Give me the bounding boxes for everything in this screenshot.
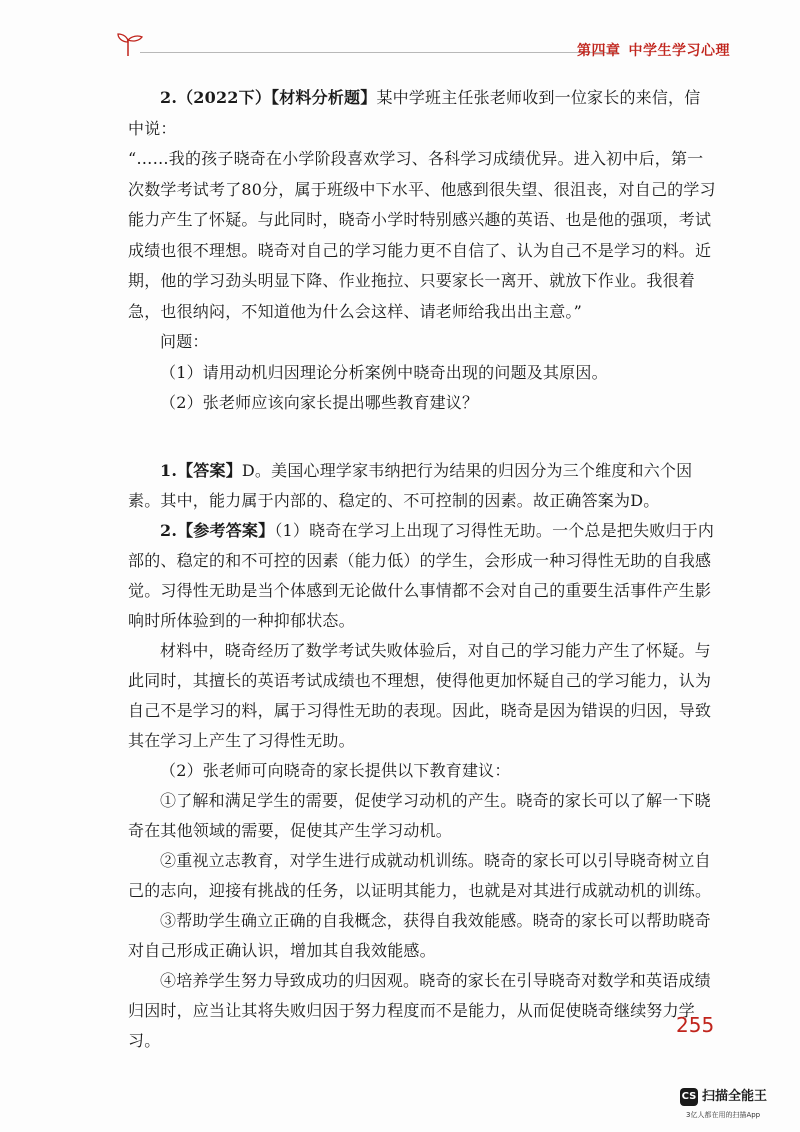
suggestion-1: ①了解和满足学生的需要，促使学习动机的产生。晓奇的家长可以了解一下晓奇在其他领域的需要，促使其产生学习动机。 — [128, 791, 711, 840]
answer-1-label: 1.【答案】 — [160, 461, 242, 480]
chapter-title: 中学生学习心理 — [628, 43, 730, 59]
chapter-number: 第四章 — [577, 43, 621, 59]
letter-text: “……我的孩子晓奇在小学阶段喜欢学习、各科学习成绩优异。进入初中后，第一次数学考试考了80分，属于班级中下水平、他感到很失望、很沮丧，对自己的学习能力产生了怀疑。与此同时，晓奇小学时特别感兴趣的英语、也是他的强项，考试成绩也很不理想。晓奇对自己的学习能力更不自信了、认为自己不是学习的料。近期，他的学习劲头明显下降、作业拖拉、只要家长一离开、就放下作业。我很着急，也很纳闷，不知道他为什么会这样、请老师给我出出主意。” — [128, 149, 716, 321]
answer-2-label: 2.【参考答案】 — [160, 521, 275, 540]
question-intro — [128, 83, 716, 144]
answer-1-text: D。美国心理学家韦纳把行为结果的归因分为三个维度和六个因素。其中，能力属于内部的、稳定的、不可控制的因素。故正确答案为D。 — [128, 461, 693, 510]
page-number: 255 — [676, 1013, 715, 1037]
question-sub-2: （2）张老师应该向家长提出哪些教育建议？ — [160, 393, 479, 412]
answer-1 — [128, 456, 716, 516]
suggestion-2: ②重视立志教育，对学生进行成就动机训练。晓奇的家长可以引导晓奇树立自己的志向，迎接有挑战的任务，以证明其能力，也就是对其进行成就动机的训练。 — [128, 851, 712, 900]
sprout-icon — [114, 30, 150, 58]
header-rule — [140, 52, 618, 53]
chapter-heading — [577, 40, 730, 60]
question-sub-1: （1）请用动机归因理论分析案例中晓奇出现的问题及其原因。 — [160, 362, 608, 382]
question-label: 2.（2022下）【材料分析题】 — [160, 88, 377, 107]
answer-2-part-2: 材料中，晓奇经历了数学考试失败体验后，对自己的学习能力产生了怀疑。与此同时，其擅长的英语考试成绩也不理想，使得他更加怀疑自己的学习能力，认为自己不是学习的料，属于习得性无助的表现。因此，晓奇是因为错误的归因，导致其在学习上产生了习得性无助。 — [128, 641, 712, 750]
answer-block — [128, 456, 716, 1056]
question-intro-text: 某中学班主任张老师收到一位家长的来信，信中说： — [128, 88, 701, 138]
answer-2-part-1: （1）晓奇在学习上出现了习得性无助。一个总是把失败归于内部的、稳定的和不可控的因素（能力低）的学生，会形成一种习得性无助的自我感觉。习得性无助是当个体感到无论做什么事情都不会对自己的重要生活事件产生影响时所体验到的一种抑郁状态。 — [128, 521, 715, 630]
suggestion-4: ④培养学生努力导致成功的归因观。晓奇的家长在引导晓奇对数学和英语成绩归因时，应当让其将失败归因于努力程度而不是能力，从而促使晓奇继续努力学习。 — [128, 971, 711, 1050]
scanner-watermark — [680, 1088, 792, 1124]
suggestion-3: ③帮助学生确立正确的自我概念，获得自我效能感。晓奇的家长可以帮助晓奇对自己形成正确认识，增加其自我效能感。 — [128, 911, 711, 960]
watermark-brand: 扫描全能王 — [702, 1089, 768, 1104]
camscanner-logo: CS — [680, 1088, 698, 1106]
answer-2 — [128, 516, 716, 636]
question-block — [128, 83, 716, 419]
question-prompt: 问题： — [160, 332, 209, 351]
answer-2-part-3: （2）张老师可向晓奇的家长提供以下教育建议： — [160, 761, 511, 780]
running-header — [118, 40, 730, 60]
watermark-tagline: 3亿人都在用的扫描App — [686, 1111, 761, 1119]
